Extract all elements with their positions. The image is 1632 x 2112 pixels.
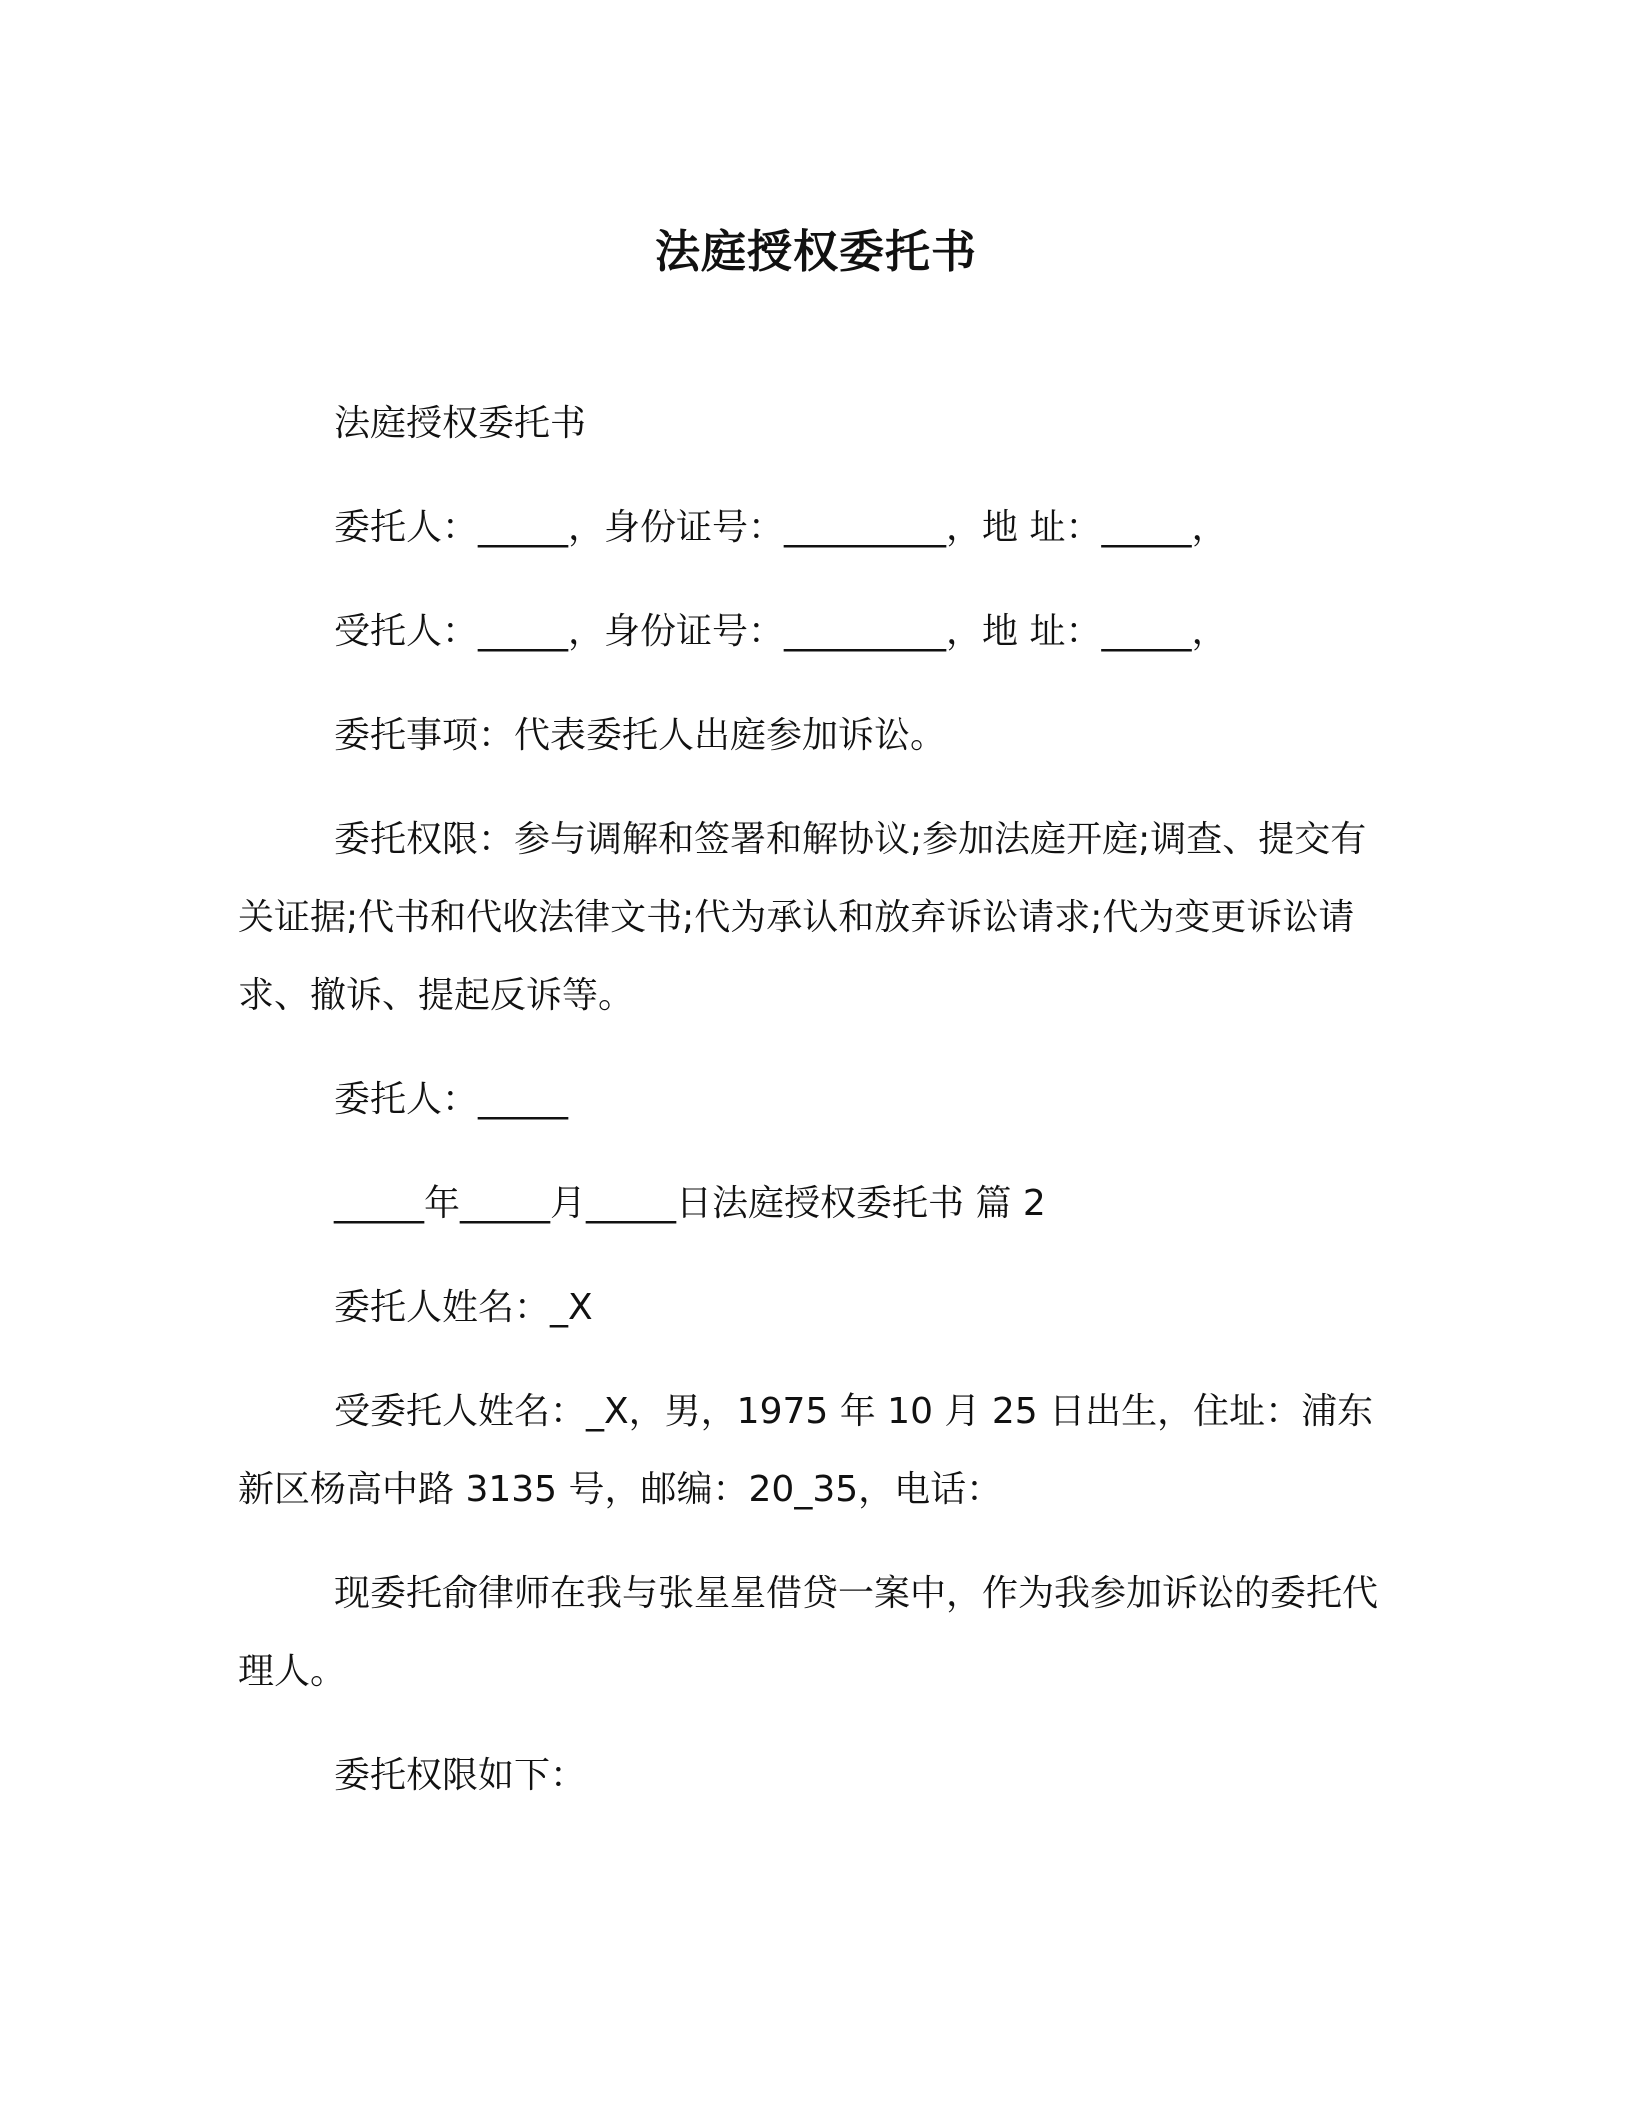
document-body — [238, 385, 1378, 1841]
paragraph-authority: 委托权限：参与调解和签署和解协议;参加法庭开庭;调查、提交有关证据;代书和代收法律文书;代为承认和放弃诉讼请求;代为变更诉讼请求、撤诉、提起反诉等。 — [238, 819, 1367, 1016]
paragraph-authority-list: 委托权限如下： — [334, 1755, 587, 1796]
paragraph-agent: 受托人：_____，身份证号：_________，地 址：_____， — [334, 611, 1228, 652]
document-title: 法庭授权委托书 — [654, 225, 977, 278]
paragraph-agent-details: 受委托人姓名：_X，男，1975 年 10 月 25 日出生，住址：浦东新区杨高中路 3135 号，邮编：20_35，电话： — [238, 1391, 1374, 1510]
paragraph-principal: 委托人：_____，身份证号：_________，地 址：_____， — [334, 507, 1228, 548]
paragraph-matter: 委托事项：代表委托人出庭参加诉讼。 — [334, 715, 947, 756]
paragraph-appointment: 现委托俞律师在我与张星星借贷一案中，作为我参加诉讼的委托代理人。 — [238, 1573, 1379, 1692]
paragraph-principal-signature: 委托人：_____ — [334, 1079, 569, 1120]
paragraph-heading: 法庭授权委托书 — [334, 403, 587, 444]
paragraph-date: _____年_____月_____日法庭授权委托书 篇 2 — [334, 1183, 1046, 1224]
paragraph-principal-name: 委托人姓名：_X — [334, 1287, 593, 1328]
